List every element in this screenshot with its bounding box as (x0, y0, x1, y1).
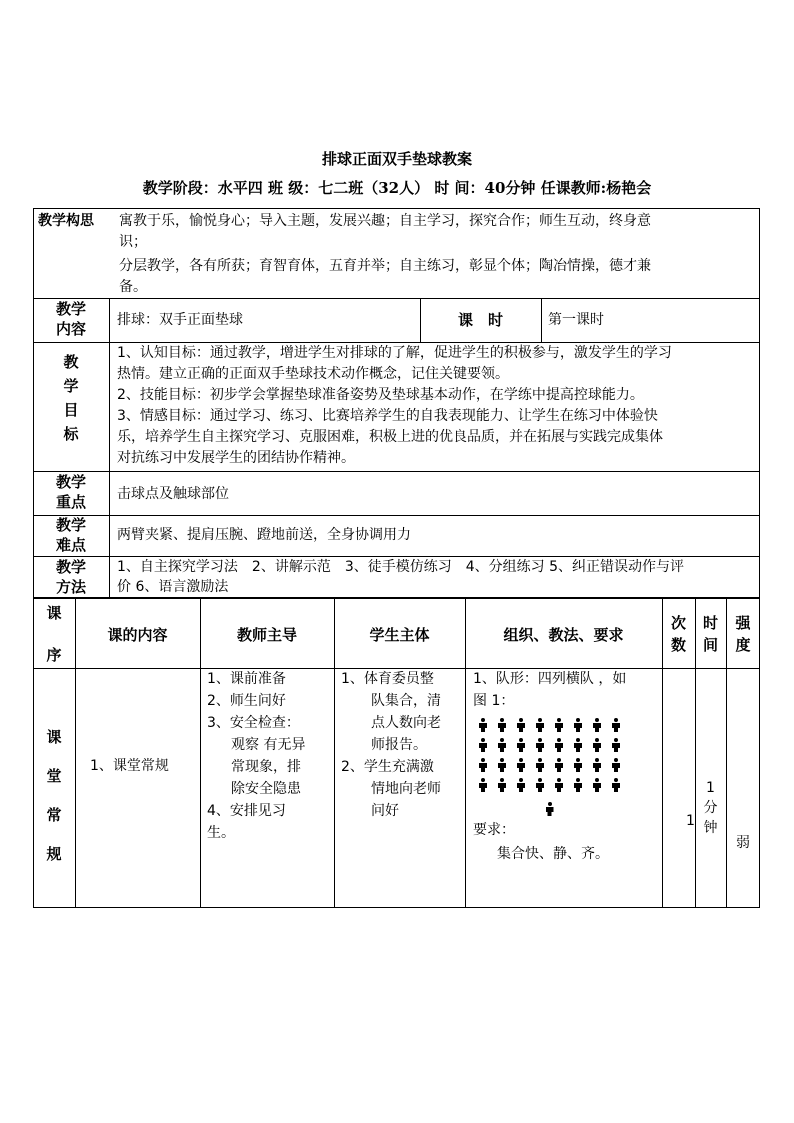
student-figure (497, 738, 507, 752)
header-organization: 组织、教法、要求 (503, 626, 624, 644)
formation-diagram (474, 716, 644, 816)
concept-line-2: 识； (119, 234, 147, 250)
student-figure (554, 758, 564, 772)
concept-line-3: 分层教学，各有所获；育智育体，五育并举；自主练习，彰显个体；陶冶情操，德才兼 (119, 258, 651, 274)
student-figure (592, 778, 602, 792)
formation-text-1: 1、队形：四列横队 ，如 (473, 671, 627, 687)
student-figure (611, 738, 621, 752)
student-figure (592, 738, 602, 752)
difficulty-value: 两臂夹紧、提肩压腕、蹬地前送，全身协调用力 (117, 527, 411, 543)
student-figure (535, 778, 545, 792)
concept-line-1: 寓教于乐，愉悦身心；导入主题，发展兴趣；自主学习，探究合作；师生互动，终身意 (119, 213, 651, 229)
header-teacher: 教师主导 (236, 626, 297, 644)
header-intensity: 强 度 (735, 614, 751, 654)
lesson-info: 教学阶段：水平四 班 级：七二班（32人） 时 间：40分钟 任课教师:杨艳会 (142, 179, 652, 197)
student-steps: 1、体育委员整 队集合，清 点人数向老 师报告。 2、学生充满激 情地向老师 问好 (341, 671, 441, 819)
student-figure (554, 718, 564, 732)
student-figure (592, 758, 602, 772)
content-value: 排球：双手正面垫球 (117, 312, 243, 328)
requirement-label: 要求： (473, 822, 515, 838)
intensity-value: 弱 (736, 835, 750, 851)
student-figure (478, 778, 488, 792)
concept-label: 教学构思 (38, 213, 94, 229)
header-time: 时 间 (702, 614, 718, 654)
student-figure (516, 778, 526, 792)
difficulty-label: 教学 难点 (55, 516, 86, 554)
header-order: 课 序 (46, 604, 62, 664)
methods-line-2: 价 6、语言激励法 (117, 579, 229, 595)
student-figure (497, 778, 507, 792)
student-figure (573, 718, 583, 732)
student-figure (573, 778, 583, 792)
student-figure (535, 758, 545, 772)
teacher-steps: 1、课前准备 2、师生问好 3、安全检查： 观察 有无异 常现象，排 除安全隐患 4、安排见习 生。 (207, 671, 306, 841)
student-figure (573, 758, 583, 772)
header-student: 学生主体 (369, 626, 430, 644)
requirement-value: 集合快、静、齐。 (497, 846, 609, 862)
student-figure (592, 718, 602, 732)
student-figure (497, 718, 507, 732)
student-figure (497, 758, 507, 772)
student-figure (554, 738, 564, 752)
student-figure (573, 738, 583, 752)
teacher-figure (545, 802, 555, 816)
methods-label: 教学 方法 (55, 558, 86, 596)
goals-label: 教 学 目 标 (63, 353, 79, 443)
methods-line-1: 1、自主探究学习法 2、讲解示范 3、徒手模仿练习 4、分组练习 5、纠正错误动作与评 (117, 559, 684, 575)
page-title: 排球正面双手垫球教案 (321, 150, 472, 168)
student-figure (535, 738, 545, 752)
student-figure (478, 758, 488, 772)
header-content: 课的内容 (107, 626, 168, 644)
section-label: 课 堂 常 规 (46, 728, 62, 863)
student-figure (554, 778, 564, 792)
period-label: 课 时 (457, 311, 503, 329)
concept-line-4: 备。 (119, 279, 147, 295)
student-figure (611, 778, 621, 792)
student-figure (478, 738, 488, 752)
student-figure (516, 718, 526, 732)
student-figure (535, 718, 545, 732)
time-value: 1 分 钟 (703, 780, 718, 836)
times-value: 1 (686, 813, 695, 829)
row-content: 1、课堂常规 (90, 758, 169, 774)
goals-text: 1、认知目标：通过教学，增进学生对排球的了解，促进学生的积极参与，激发学生的学习 热情。建立正确的正面双手垫球技术动作概念，记住关键要领。 2、技能目标：初步学会掌握垫球准备姿势及垫球基本动作，在学练中提高控球能力。 3、情感目标：通过学习、练习、比赛培养学生的自我表现能力、让学生在练习中体验快 乐，培养学生自主探究学习、克服困难，积极上进的优良品质，并在拓展与实践完成集体 对抗练习中发展学生的团结协作精神。 (117, 345, 672, 466)
header-times: 次 数 (670, 614, 686, 654)
student-figure (478, 718, 488, 732)
student-figure (611, 718, 621, 732)
student-figure (611, 758, 621, 772)
key-point-label: 教学 重点 (55, 473, 86, 511)
formation-text-2: 图 1： (473, 693, 515, 709)
key-point-value: 击球点及触球部位 (117, 486, 229, 502)
student-figure (516, 738, 526, 752)
student-figure (516, 758, 526, 772)
content-label: 教学 内容 (55, 300, 86, 338)
period-value: 第一课时 (548, 312, 604, 328)
